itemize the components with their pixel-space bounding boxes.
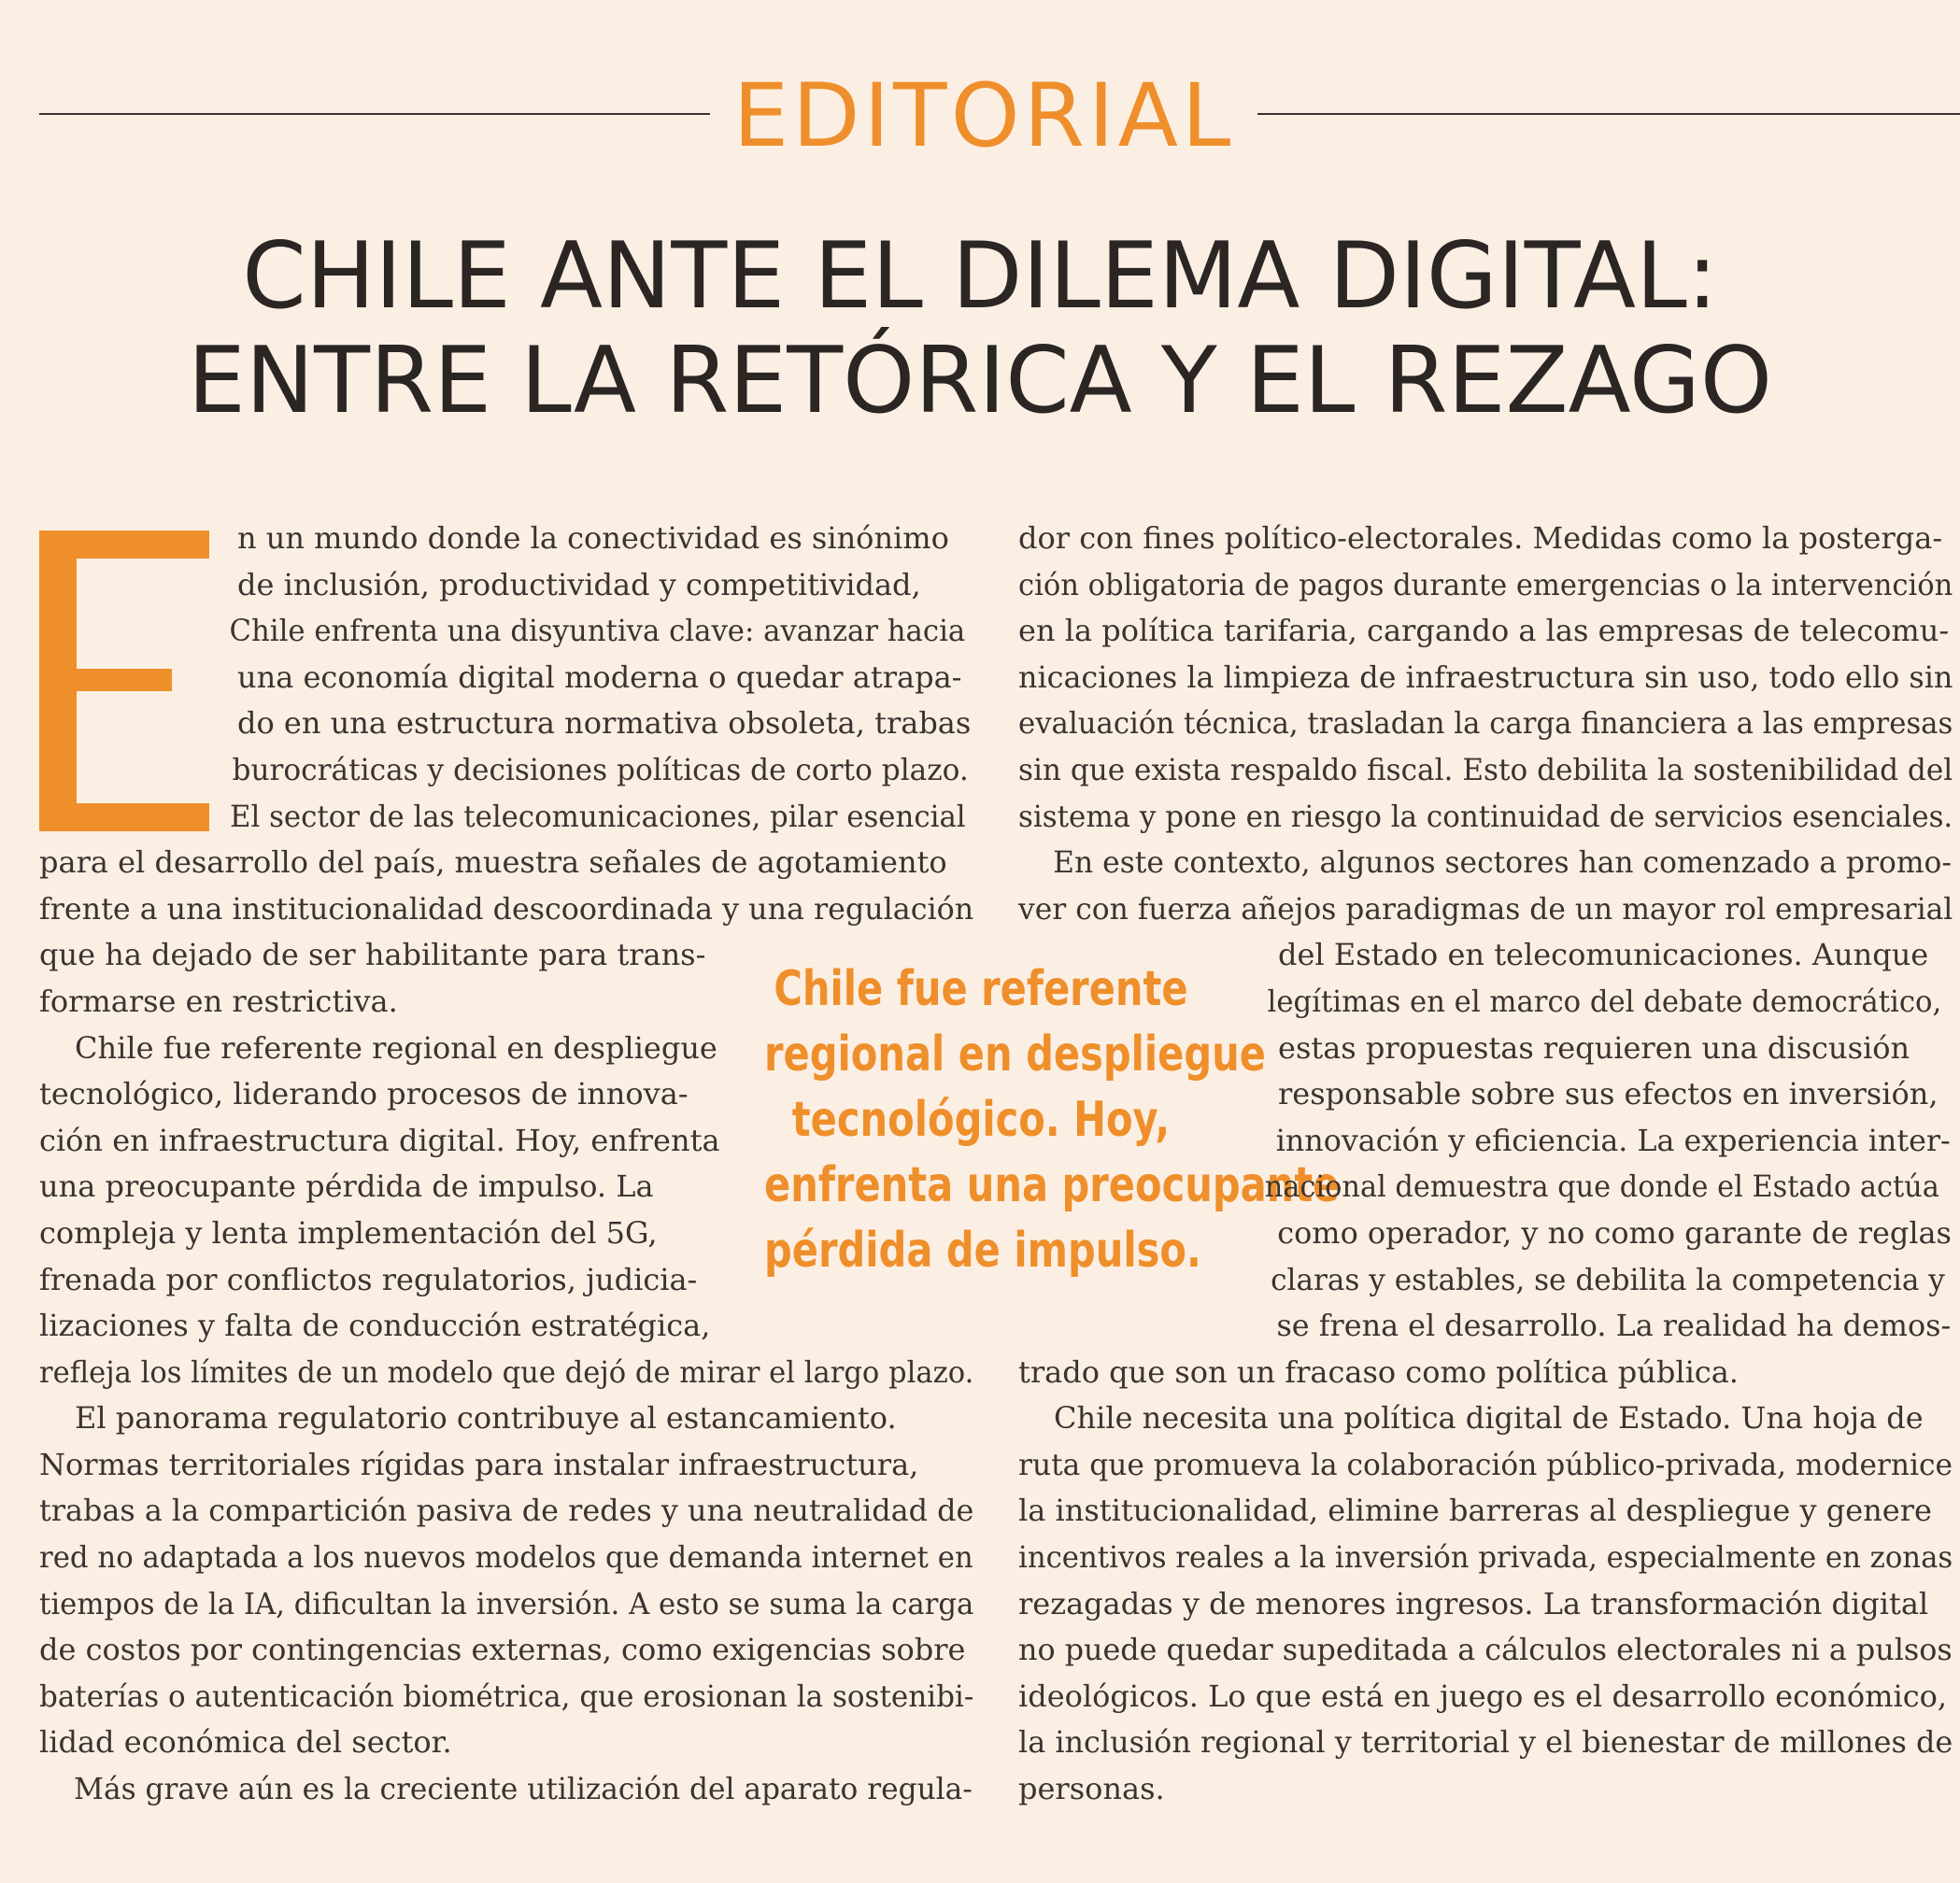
body-line: frente a una institucionalidad descoordinada y una regulación — [39, 890, 974, 927]
headline-line-1: CHILE ANTE EL DILEMA DIGITAL: — [242, 223, 1718, 330]
body-line: n un mundo donde la conectividad es sinónimo — [237, 520, 949, 556]
body-line: personas. — [1018, 1771, 1165, 1807]
body-line: El panorama regulatorio contribuye al estancamiento. — [75, 1400, 897, 1437]
headline-line-2: ENTRE LA RETÓRICA Y EL REZAGO — [187, 328, 1773, 434]
body-line: formarse en restrictiva. — [39, 983, 398, 1019]
body-line: dor con fines político-electorales. Medidas como la posterga- — [1018, 520, 1943, 556]
body-line: en la política tarifaria, cargando a las empresas de telecomu- — [1018, 613, 1950, 649]
pull-quote-line: Chile fue referente — [774, 961, 1188, 1017]
body-line: El sector de las telecomunicaciones, pilar esencial — [229, 798, 966, 834]
body-line: baterías o autenticación biométrica, que erosionan la sostenibi- — [39, 1678, 974, 1714]
body-line: innovación y eficiencia. La experiencia inter- — [1275, 1122, 1951, 1158]
body-line: refleja los límites de un modelo que dejó de mirar el largo plazo. — [39, 1353, 974, 1390]
body-line: tecnológico, liderando procesos de innova- — [39, 1076, 689, 1112]
body-line: ver con fuerza añejos paradigmas de un mayor rol empresarial — [1018, 890, 1953, 927]
body-line: tiempos de la IA, dificultan la inversión. A esto se suma la carga — [39, 1585, 974, 1621]
body-line: rezagadas y de menores ingresos. La transformación digital — [1018, 1585, 1929, 1621]
body-line: una preocupante pérdida de impulso. La — [39, 1168, 654, 1205]
body-line: trabas a la compartición pasiva de redes y una neutralidad de — [39, 1493, 974, 1529]
body-line: Chile necesita una política digital de Estado. Una hoja de — [1054, 1400, 1924, 1437]
section-label: EDITORIAL — [732, 65, 1235, 167]
body-line: no puede quedar supeditada a cálculos electorales ni a pulsos — [1018, 1632, 1953, 1668]
pull-quote-line: regional en despliegue — [764, 1026, 1266, 1083]
body-line: Más grave aún es la creciente utilización del aparato regula- — [74, 1771, 973, 1807]
body-line: ción obligatoria de pagos durante emergencias o la intervención — [1018, 566, 1953, 602]
headline — [0, 224, 1960, 433]
body-line: legítimas en el marco del debate democrático, — [1267, 983, 1942, 1019]
body-line: do en una estructura normativa obsoleta, trabas — [237, 705, 972, 742]
body-line: Chile fue referente regional en despliegue — [75, 1029, 717, 1066]
body-line: nacional demuestra que donde el Estado actúa — [1264, 1168, 1939, 1205]
body-line: de inclusión, productividad y competitividad, — [237, 566, 921, 602]
body-line: red no adaptada a los nuevos modelos que demanda internet en — [39, 1539, 973, 1576]
body-line: la institucionalidad, elimine barreras al despliegue y genere — [1018, 1493, 1932, 1529]
body-line: trado que son un fracaso como política pública. — [1018, 1353, 1739, 1390]
body-line: ideológicos. Lo que está en juego es el desarrollo económico, — [1018, 1678, 1948, 1714]
body-line: ruta que promueva la colaboración público-privada, modernice — [1018, 1446, 1953, 1482]
article-column-right — [1018, 516, 1953, 1813]
body-line: nicaciones la limpieza de infraestructura sin uso, todo ello sin — [1018, 658, 1953, 695]
body-line: compleja y lenta implementación del 5G, — [39, 1214, 658, 1251]
body-line: evaluación técnica, trasladan la carga financiera a las empresas — [1018, 705, 1953, 742]
body-line: para el desarrollo del país, muestra señales de agotamiento — [39, 844, 947, 881]
body-line: lidad económica del sector. — [39, 1724, 452, 1761]
body-line: la inclusión regional y territorial y el bienestar de millones de — [1018, 1724, 1953, 1761]
header-rule-left — [39, 113, 710, 115]
header-rule-right — [1257, 113, 1960, 115]
body-line: Chile enfrenta una disyuntiva clave: avanzar hacia — [229, 613, 966, 649]
body-line: claras y estables, se debilita la competencia y — [1271, 1261, 1945, 1297]
body-line: se frena el desarrollo. La realidad ha demos- — [1276, 1308, 1952, 1344]
body-line: frenada por conflictos regulatorios, judicia- — [39, 1261, 698, 1297]
body-line: ción en infraestructura digital. Hoy, enfrenta — [39, 1122, 720, 1158]
body-line: estas propuestas requieren una discusión — [1278, 1029, 1910, 1066]
body-line: lizaciones y falta de conducción estratégica, — [39, 1308, 711, 1344]
body-line: incentivos reales a la inversión privada, especialmente en zonas — [1018, 1539, 1953, 1576]
body-line: En este contexto, algunos sectores han comenzado a promo- — [1053, 844, 1952, 881]
body-line: como operador, y no como garante de reglas — [1277, 1214, 1952, 1251]
pull-quote-line: tecnológico. Hoy, — [791, 1092, 1171, 1148]
body-line: sistema y pone en riesgo la continuidad de servicios esenciales. — [1018, 798, 1953, 834]
body-line: del Estado en telecomunicaciones. Aunque — [1278, 937, 1929, 973]
body-line: Normas territoriales rígidas para instalar infraestructura, — [39, 1446, 919, 1482]
body-line: que ha dejado de ser habilitante para trans- — [39, 937, 706, 973]
body-line: responsable sobre sus efectos en inversión, — [1278, 1076, 1939, 1112]
pull-quote-line: pérdida de impulso. — [764, 1223, 1201, 1279]
body-line: burocráticas y decisiones políticas de corto plazo. — [232, 751, 969, 787]
body-line: sin que exista respaldo fiscal. Esto debilita la sostenibilidad del — [1018, 751, 1953, 787]
pull-quote-line: enfrenta una preocupante — [764, 1157, 1340, 1213]
body-line: una economía digital moderna o quedar atrapa- — [237, 658, 962, 695]
body-line: de costos por contingencias externas, como exigencias sobre — [39, 1632, 966, 1668]
